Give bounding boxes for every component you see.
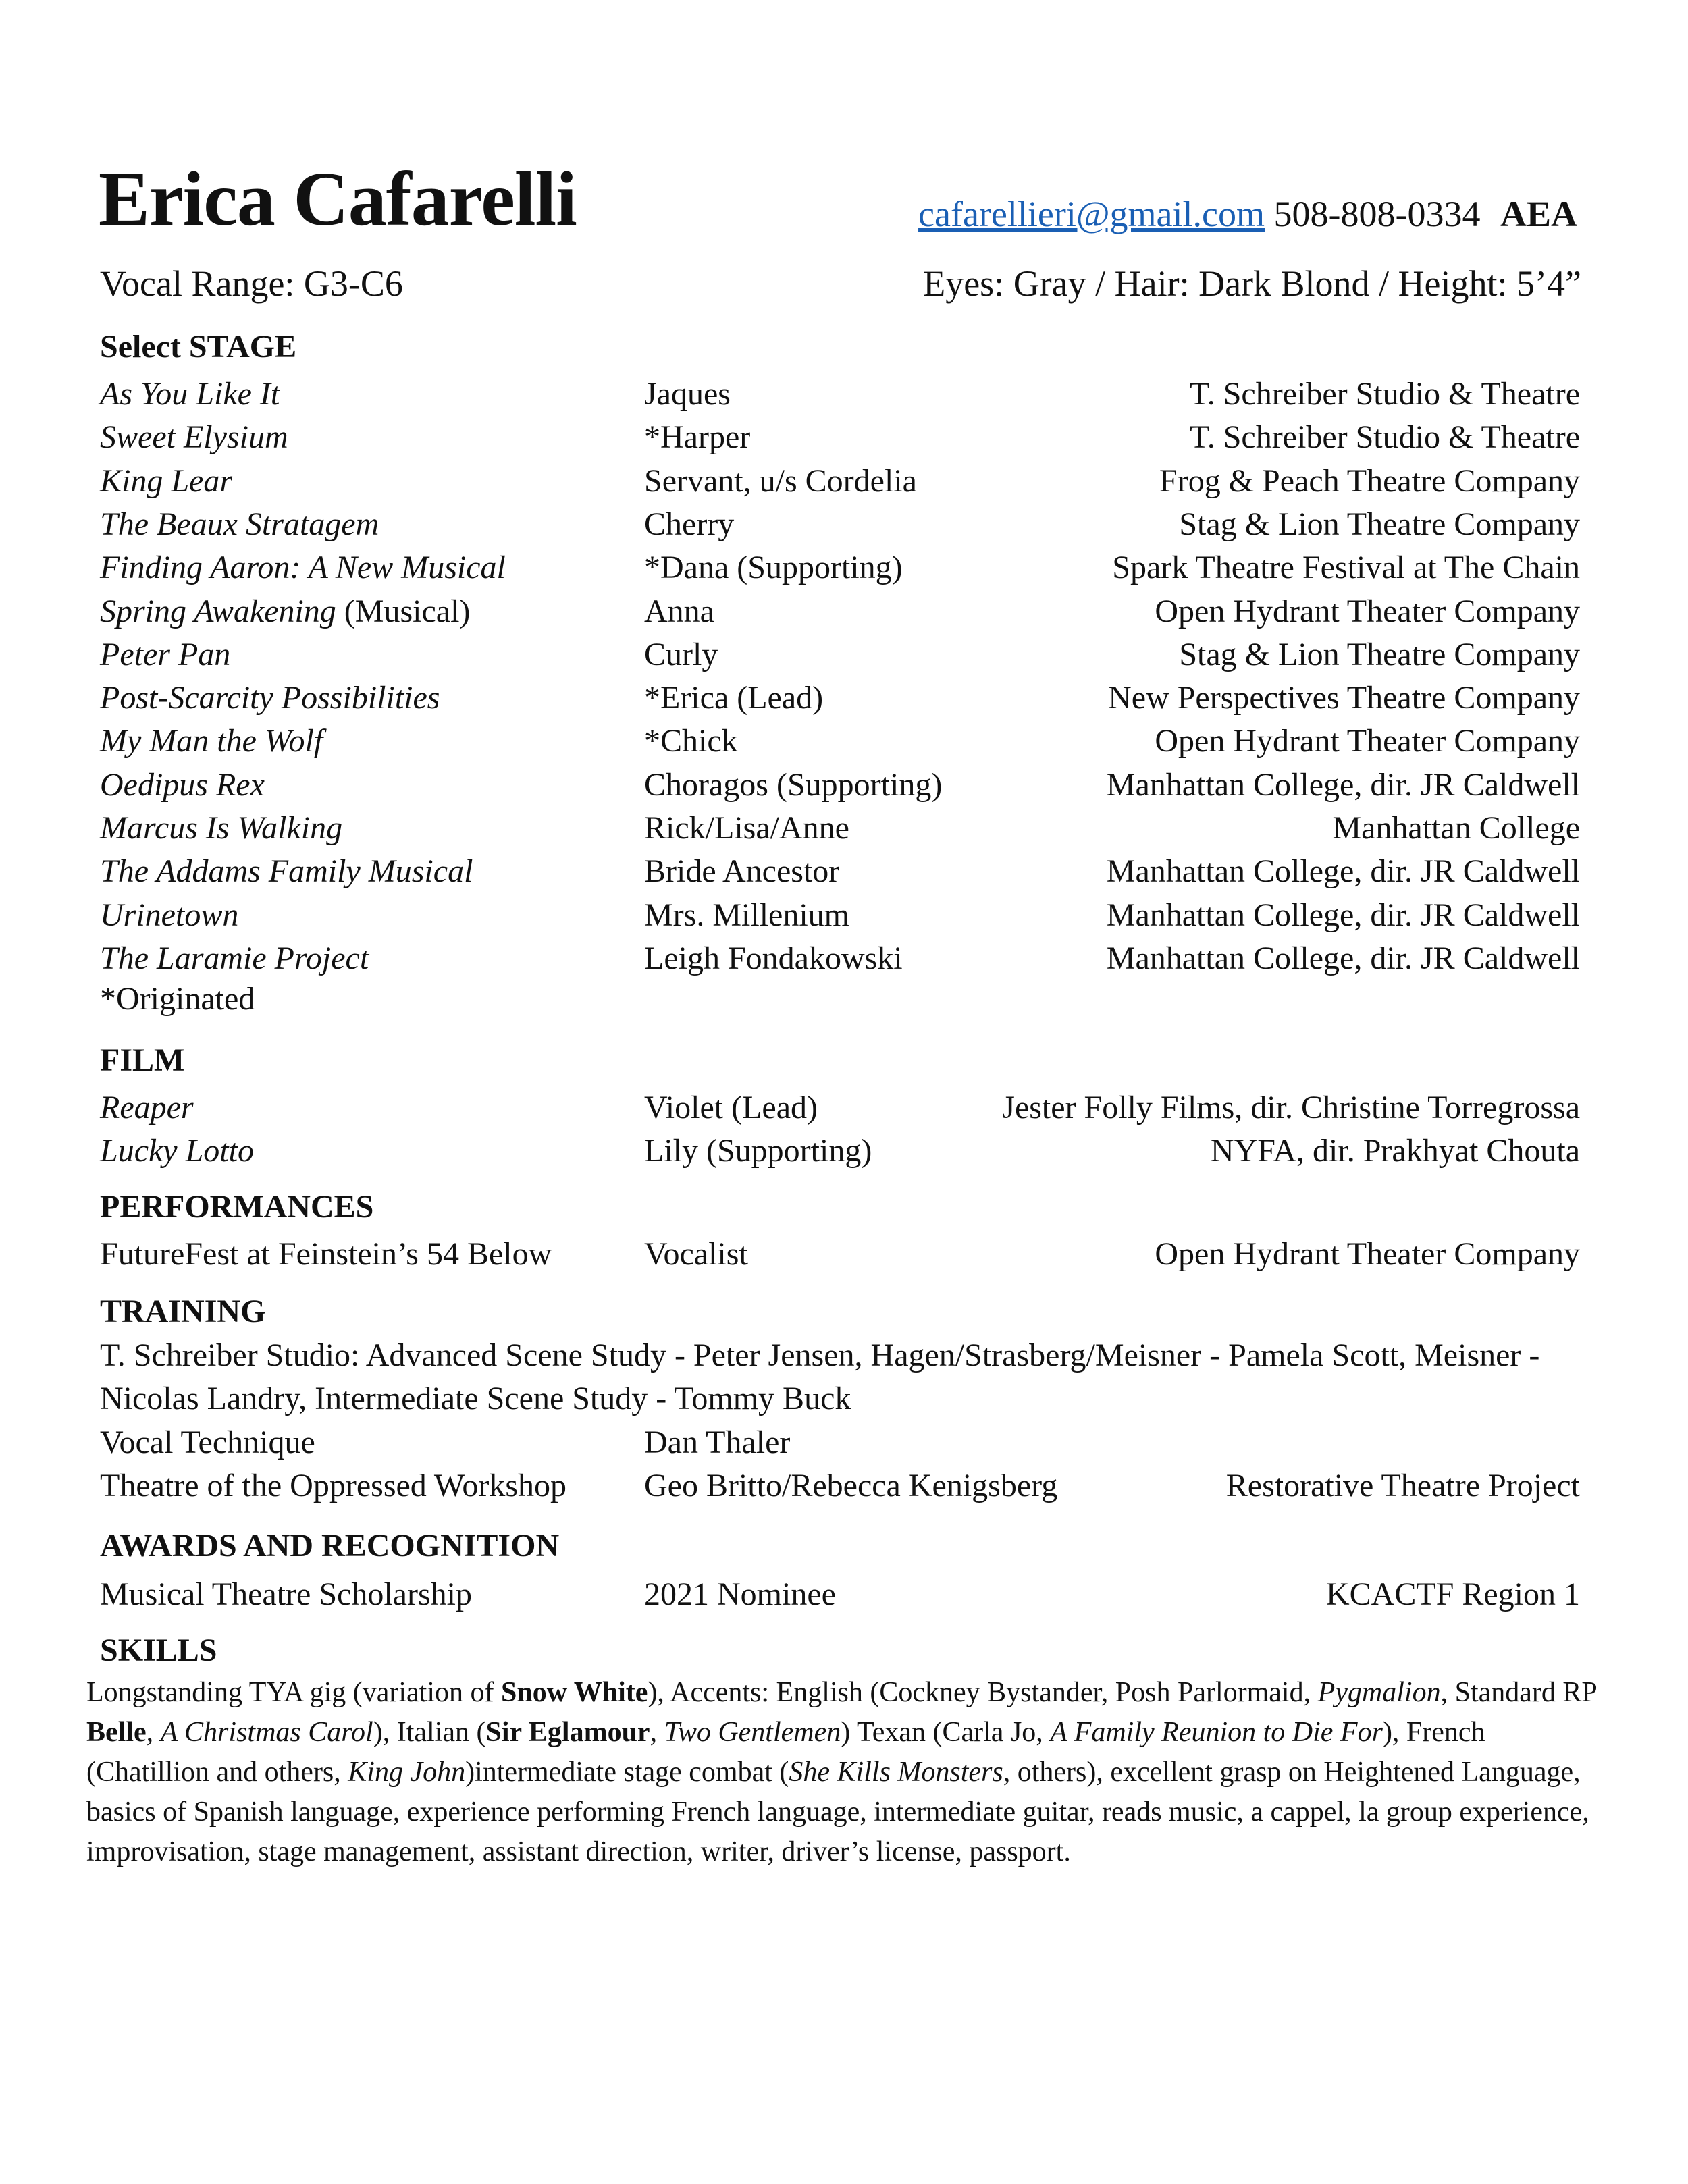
film-credit-company: Jester Folly Films, dir. Christine Torregrossa (1002, 1090, 1580, 1125)
stage-credit-title-text: Oedipus Rex (100, 766, 265, 803)
vocal-range: Vocal Range: G3-C6 (100, 263, 403, 304)
stage-credit-role: *Chick (644, 723, 738, 760)
stage-credit-company: Stag & Lion Theatre Company (1179, 636, 1580, 672)
stage-credit-title-text: King Lear (100, 462, 233, 499)
stage-credit-row (0, 807, 1688, 850)
award-credit-title (100, 1573, 472, 1616)
film-credit-title (100, 1129, 254, 1173)
skills-segment: )intermediate stage combat ( (465, 1757, 789, 1788)
film-credit-title (100, 1086, 194, 1129)
training-credit-company: Restorative Theatre Project (1225, 1468, 1580, 1503)
stage-credit-title-text: The Beaux Stratagem (100, 506, 379, 542)
stage-credit-company: T. Schreiber Studio & Theatre (1189, 376, 1580, 412)
stage-credit-role: Leigh Fondakowski (644, 940, 903, 976)
stage-credit-title (100, 850, 473, 893)
stage-credit-role: Mrs. Millenium (644, 897, 850, 933)
film-credit-role: Lily (Supporting) (644, 1133, 872, 1169)
stage-credit-title-suffix: (Musical) (336, 593, 471, 629)
stage-credit-company: Spark Theatre Festival at The Chain (1112, 550, 1580, 586)
stage-credit-role: *Erica (Lead) (644, 680, 824, 716)
skills-segment: ) Texan (Carla Jo, (841, 1717, 1051, 1748)
training-credit-title-text: Vocal Technique (100, 1424, 315, 1460)
stage-credit-title-text: The Addams Family Musical (100, 853, 473, 890)
skills-segment: Pygmalion (1317, 1677, 1441, 1708)
stage-credit-title (100, 764, 265, 807)
email-link[interactable]: cafarellieri@gmail.com (918, 194, 1265, 234)
stage-credit-row (0, 416, 1688, 459)
stage-credit-row (0, 676, 1688, 720)
stage-credit-title (100, 894, 238, 937)
training-credit-row (0, 1421, 1688, 1464)
stage-credit-role: *Harper (644, 419, 751, 456)
skills-segment: Longstanding TYA gig (variation of (86, 1677, 501, 1708)
training-credit-row (0, 1464, 1688, 1508)
stage-credit-company: Open Hydrant Theater Company (1155, 723, 1580, 760)
performance-credit-row (0, 1233, 1688, 1276)
stage-credit-title (100, 720, 323, 763)
training-credit-title (100, 1464, 566, 1508)
training-credit-title-text: Theatre of the Oppressed Workshop (100, 1468, 567, 1503)
section-title-awards: AWARDS AND RECOGNITION (100, 1528, 560, 1564)
section-title-film: FILM (100, 1042, 185, 1078)
stage-credit-role: Anna (644, 593, 714, 629)
stage-credit-title (100, 633, 230, 676)
stage-credit-title-text: The Laramie Project (100, 940, 369, 976)
stage-credit-role: Choragos (Supporting) (644, 766, 943, 803)
skills-paragraph (86, 1673, 1599, 1872)
film-credit-row (0, 1086, 1688, 1129)
stage-credit-company: Manhattan College, dir. JR Caldwell (1106, 940, 1580, 976)
training-paragraph: T. Schreiber Studio: Advanced Scene Study - Peter Jensen, Hagen/Strasberg/Meisner - Pamela Scott, Meisner - Nicolas Landry, Intermediate Scene Study - Tommy Buck (100, 1337, 1540, 1416)
award-credit-company: KCACTF Region 1 (1325, 1576, 1580, 1612)
training-credit-title (100, 1421, 315, 1464)
stage-credit-title (100, 546, 506, 589)
performance-credit-title (100, 1233, 552, 1276)
stage-credit-role: Servant, u/s Cordelia (644, 462, 917, 499)
skills-segment: Snow White (500, 1677, 648, 1708)
skills-segment: Two Gentlemen (664, 1717, 841, 1748)
stage-credit-row (0, 894, 1688, 937)
stage-credit-title-text: Finding Aaron: A New Musical (100, 550, 506, 586)
stage-credit-title-text: Urinetown (100, 897, 239, 933)
skills-segment: , Standard RP (1440, 1677, 1597, 1708)
training-credit-role: Geo Britto/Rebecca Kenigsberg (644, 1468, 1058, 1503)
performance-credit-title-text: FutureFest at Feinstein’s 54 Below (100, 1236, 552, 1272)
stage-credit-title-text: Sweet Elysium (100, 419, 288, 456)
skills-segment: A Christmas Carol (160, 1717, 373, 1748)
stage-credit-company: Open Hydrant Theater Company (1155, 593, 1580, 629)
section-title-skills: SKILLS (100, 1632, 217, 1668)
stage-credit-title (100, 590, 470, 633)
film-credit-title-text: Reaper (100, 1090, 194, 1125)
skills-segment: She Kills Monsters (789, 1757, 1003, 1788)
skills-segment: , (146, 1717, 161, 1748)
stage-credit-row (0, 503, 1688, 546)
skills-segment: A Family Reunion to Die For (1050, 1717, 1383, 1748)
stage-credit-role: Bride Ancestor (644, 853, 840, 890)
stage-credit-company: Manhattan College, dir. JR Caldwell (1106, 897, 1580, 933)
skills-segment: ), Accents: English (Cockney Bystander, Posh Parlormaid, (648, 1677, 1318, 1708)
resume-name: Erica Cafarelli (99, 156, 577, 242)
stage-credit-title-text: Peter Pan (100, 636, 231, 672)
stage-credit-title (100, 503, 379, 546)
physical-description: Eyes: Gray / Hair: Dark Blond / Height: 5’4” (923, 263, 1581, 304)
stage-credit-title-text: Post-Scarcity Possibilities (100, 680, 440, 716)
film-credit-row (0, 1129, 1688, 1173)
stage-credit-title-text: My Man the Wolf (100, 723, 323, 760)
film-credit-title-text: Lucky Lotto (100, 1133, 254, 1169)
stage-credit-row (0, 460, 1688, 503)
stage-credit-company: Stag & Lion Theatre Company (1179, 506, 1580, 542)
skills-segment: ), Italian ( (373, 1717, 486, 1748)
stage-credit-title (100, 373, 280, 416)
skills-segment: King John (348, 1757, 466, 1788)
contact-line (918, 196, 1577, 232)
skills-segment: ), French (Chatillion and others, (86, 1717, 1485, 1788)
stage-credit-title-text: As You Like It (100, 376, 280, 412)
phone-number: 508-808-0334 (1273, 194, 1481, 234)
stage-credit-title (100, 807, 342, 850)
stage-credit-row (0, 937, 1688, 980)
skills-segment: , (650, 1717, 664, 1748)
stage-credit-title-text: Marcus Is Walking (100, 810, 343, 846)
performance-credit-company: Open Hydrant Theater Company (1155, 1236, 1580, 1272)
award-credit-row (0, 1573, 1688, 1616)
stage-credit-row (0, 850, 1688, 893)
union-affiliation: AEA (1500, 194, 1577, 234)
stage-credit-role: Cherry (644, 506, 735, 542)
stage-credit-role: Rick/Lisa/Anne (644, 810, 849, 846)
training-credit-role: Dan Thaler (644, 1424, 791, 1460)
stage-credit-title (100, 460, 232, 503)
section-title-training: TRAINING (100, 1294, 266, 1329)
stage-credit-title (100, 676, 440, 720)
award-credit-role: 2021 Nominee (644, 1576, 836, 1612)
stage-credit-role: *Dana (Supporting) (644, 550, 903, 586)
stage-credit-row (0, 590, 1688, 633)
stage-credit-row (0, 373, 1688, 416)
stage-credit-company: Manhattan College, dir. JR Caldwell (1106, 766, 1580, 803)
stage-credit-title (100, 416, 288, 459)
originated-note: *Originated (100, 981, 255, 1017)
skills-segment: , others), excellent grasp on Heightened Language, basics of Spanish language, experience performing French language, intermediate guitar, reads music, a cappel, la group experience, improvisation, stage management, assistant direction, writer, driver’s license, passport. (86, 1757, 1589, 1867)
stage-credit-title (100, 937, 369, 980)
stage-credit-row (0, 633, 1688, 676)
stage-credit-row (0, 720, 1688, 763)
stage-credit-company: T. Schreiber Studio & Theatre (1189, 419, 1580, 456)
performance-credit-role: Vocalist (644, 1236, 748, 1272)
film-credit-role: Violet (Lead) (644, 1090, 818, 1125)
section-title-performances: PERFORMANCES (100, 1189, 374, 1225)
stage-credit-company: Manhattan College, dir. JR Caldwell (1106, 853, 1580, 890)
stage-credit-company: Manhattan College (1332, 810, 1580, 846)
skills-segment: Sir Eglamour (485, 1717, 650, 1748)
film-credit-company: NYFA, dir. Prakhyat Chouta (1210, 1133, 1580, 1169)
stage-credit-company: Frog & Peach Theatre Company (1159, 462, 1580, 499)
stage-credit-role: Jaques (644, 376, 731, 412)
stage-credit-title-text: Spring Awakening (100, 593, 336, 629)
stage-credit-role: Curly (644, 636, 718, 672)
skills-segment: Belle (86, 1717, 147, 1748)
stage-credit-row (0, 546, 1688, 589)
stage-credit-row (0, 764, 1688, 807)
originated-note-row (0, 978, 1688, 1021)
stage-credit-company: New Perspectives Theatre Company (1108, 680, 1580, 716)
section-title-stage: Select STAGE (100, 329, 297, 365)
award-credit-title-text: Musical Theatre Scholarship (100, 1576, 472, 1612)
